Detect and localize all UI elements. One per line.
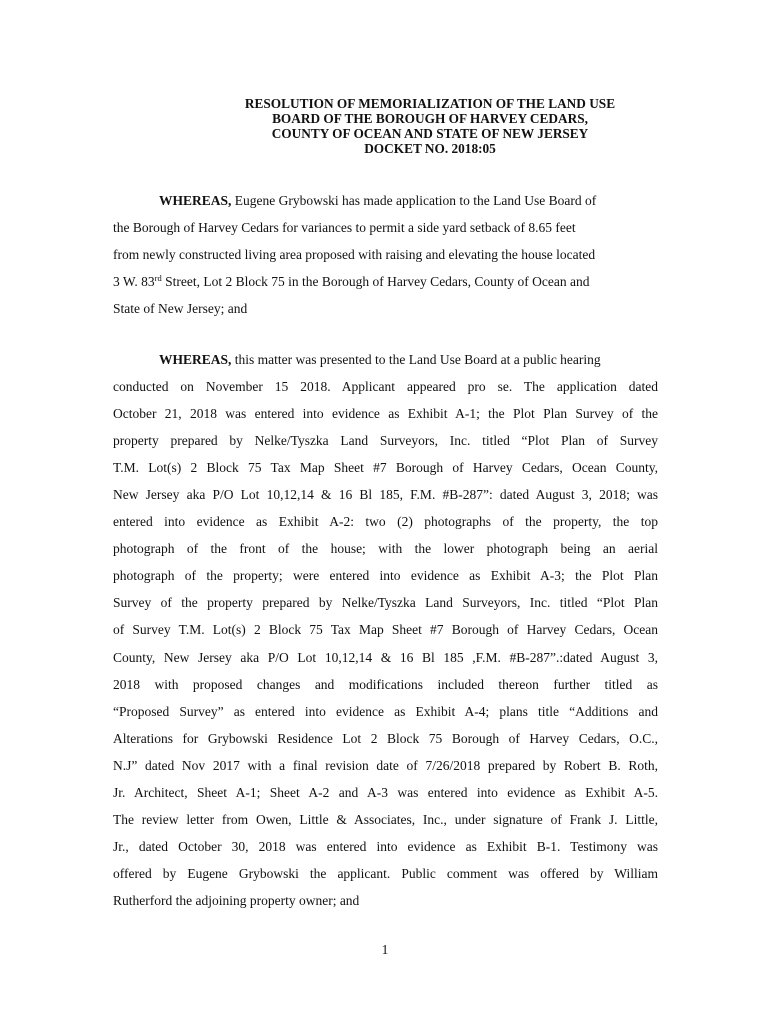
ordinal-suffix: rd [154,273,162,284]
whereas-paragraph-2 [113,346,658,914]
paragraph-line: property prepared by Nelke/Tyszka Land Surveyors, Inc. titled “Plot Plan of Survey [113,433,658,449]
resolution-title [150,96,710,156]
paragraph-line [113,346,658,373]
paragraph-text: this matter was presented to the Land Use Board at a public hearing [231,352,601,367]
paragraph-line: The review letter from Owen, Little & Associates, Inc., under signature of Frank J. Little, [113,811,658,827]
paragraph-line: offered by Eugene Grybowski the applicant. Public comment was offered by William [113,865,658,881]
title-line-3: COUNTY OF OCEAN AND STATE OF NEW JERSEY [271,126,589,141]
whereas-paragraph-1 [113,187,658,322]
paragraph-text: Eugene Grybowski has made application to the Land Use Board of [231,193,597,208]
paragraph-line [113,268,658,295]
paragraph-line: State of New Jersey; and [113,301,248,317]
paragraph-line: “Proposed Survey” as entered into evidence as Exhibit A-4; plans title “Additions and [113,703,658,719]
paragraph-line: 2018 with proposed changes and modifications included thereon further titled as [113,676,658,692]
title-line-4-docket: DOCKET NO. 2018:05 [364,141,496,156]
page-number: 1 [381,942,389,957]
whereas-lead: WHEREAS, [159,352,232,367]
title-line-1: RESOLUTION OF MEMORIALIZATION OF THE LAND USE [244,96,616,111]
paragraph-line [113,187,658,214]
paragraph-line: of Survey T.M. Lot(s) 2 Block 75 Tax Map Sheet #7 Borough of Harvey Cedars, Ocean [113,622,658,638]
paragraph-line: New Jersey aka P/O Lot 10,12,14 & 16 Bl 185, F.M. #B-287”: dated August 3, 2018; was [113,487,658,503]
paragraph-line: Jr. Architect, Sheet A-1; Sheet A-2 and A-3 was entered into evidence as Exhibit A-5. [113,784,658,800]
paragraph-line: entered into evidence as Exhibit A-2: two (2) photographs of the property, the top [113,514,658,530]
title-line-2: BOARD OF THE BOROUGH OF HARVEY CEDARS, [272,111,588,126]
paragraph-line: County, New Jersey aka P/O Lot 10,12,14 & 16 Bl 185 ,F.M. #B-287”.:dated August 3, [113,649,658,665]
paragraph-line: Rutherford the adjoining property owner; and [113,892,360,908]
paragraph-line: Jr., dated October 30, 2018 was entered into evidence as Exhibit B-1. Testimony was [113,838,658,854]
paragraph-text: 3 W. 83 [113,274,155,290]
paragraph-line: T.M. Lot(s) 2 Block 75 Tax Map Sheet #7 Borough of Harvey Cedars, Ocean County, [113,460,658,476]
paragraph-line: conducted on November 15 2018. Applicant appeared pro se. The application dated [113,379,658,395]
paragraph-line: the Borough of Harvey Cedars for variances to permit a side yard setback of 8.65 feet [113,220,576,236]
paragraph-text: Street, Lot 2 Block 75 in the Borough of Harvey Cedars, County of Ocean and [161,274,590,290]
paragraph-line: N.J” dated Nov 2017 with a final revision date of 7/26/2018 prepared by Robert B. Roth, [113,757,658,773]
whereas-lead: WHEREAS, [159,193,232,208]
paragraph-line: Survey of the property prepared by Nelke/Tyszka Land Surveyors, Inc. titled “Plot Plan [113,595,658,611]
paragraph-line: photograph of the property; were entered into evidence as Exhibit A-3; the Plot Plan [113,568,658,584]
paragraph-line: photograph of the front of the house; with the lower photograph being an aerial [113,541,658,557]
paragraph-line: October 21, 2018 was entered into evidence as Exhibit A-1; the Plot Plan Survey of the [113,406,658,422]
paragraph-line: from newly constructed living area proposed with raising and elevating the house located [113,247,596,263]
paragraph-line: Alterations for Grybowski Residence Lot 2 Block 75 Borough of Harvey Cedars, O.C., [113,730,658,746]
